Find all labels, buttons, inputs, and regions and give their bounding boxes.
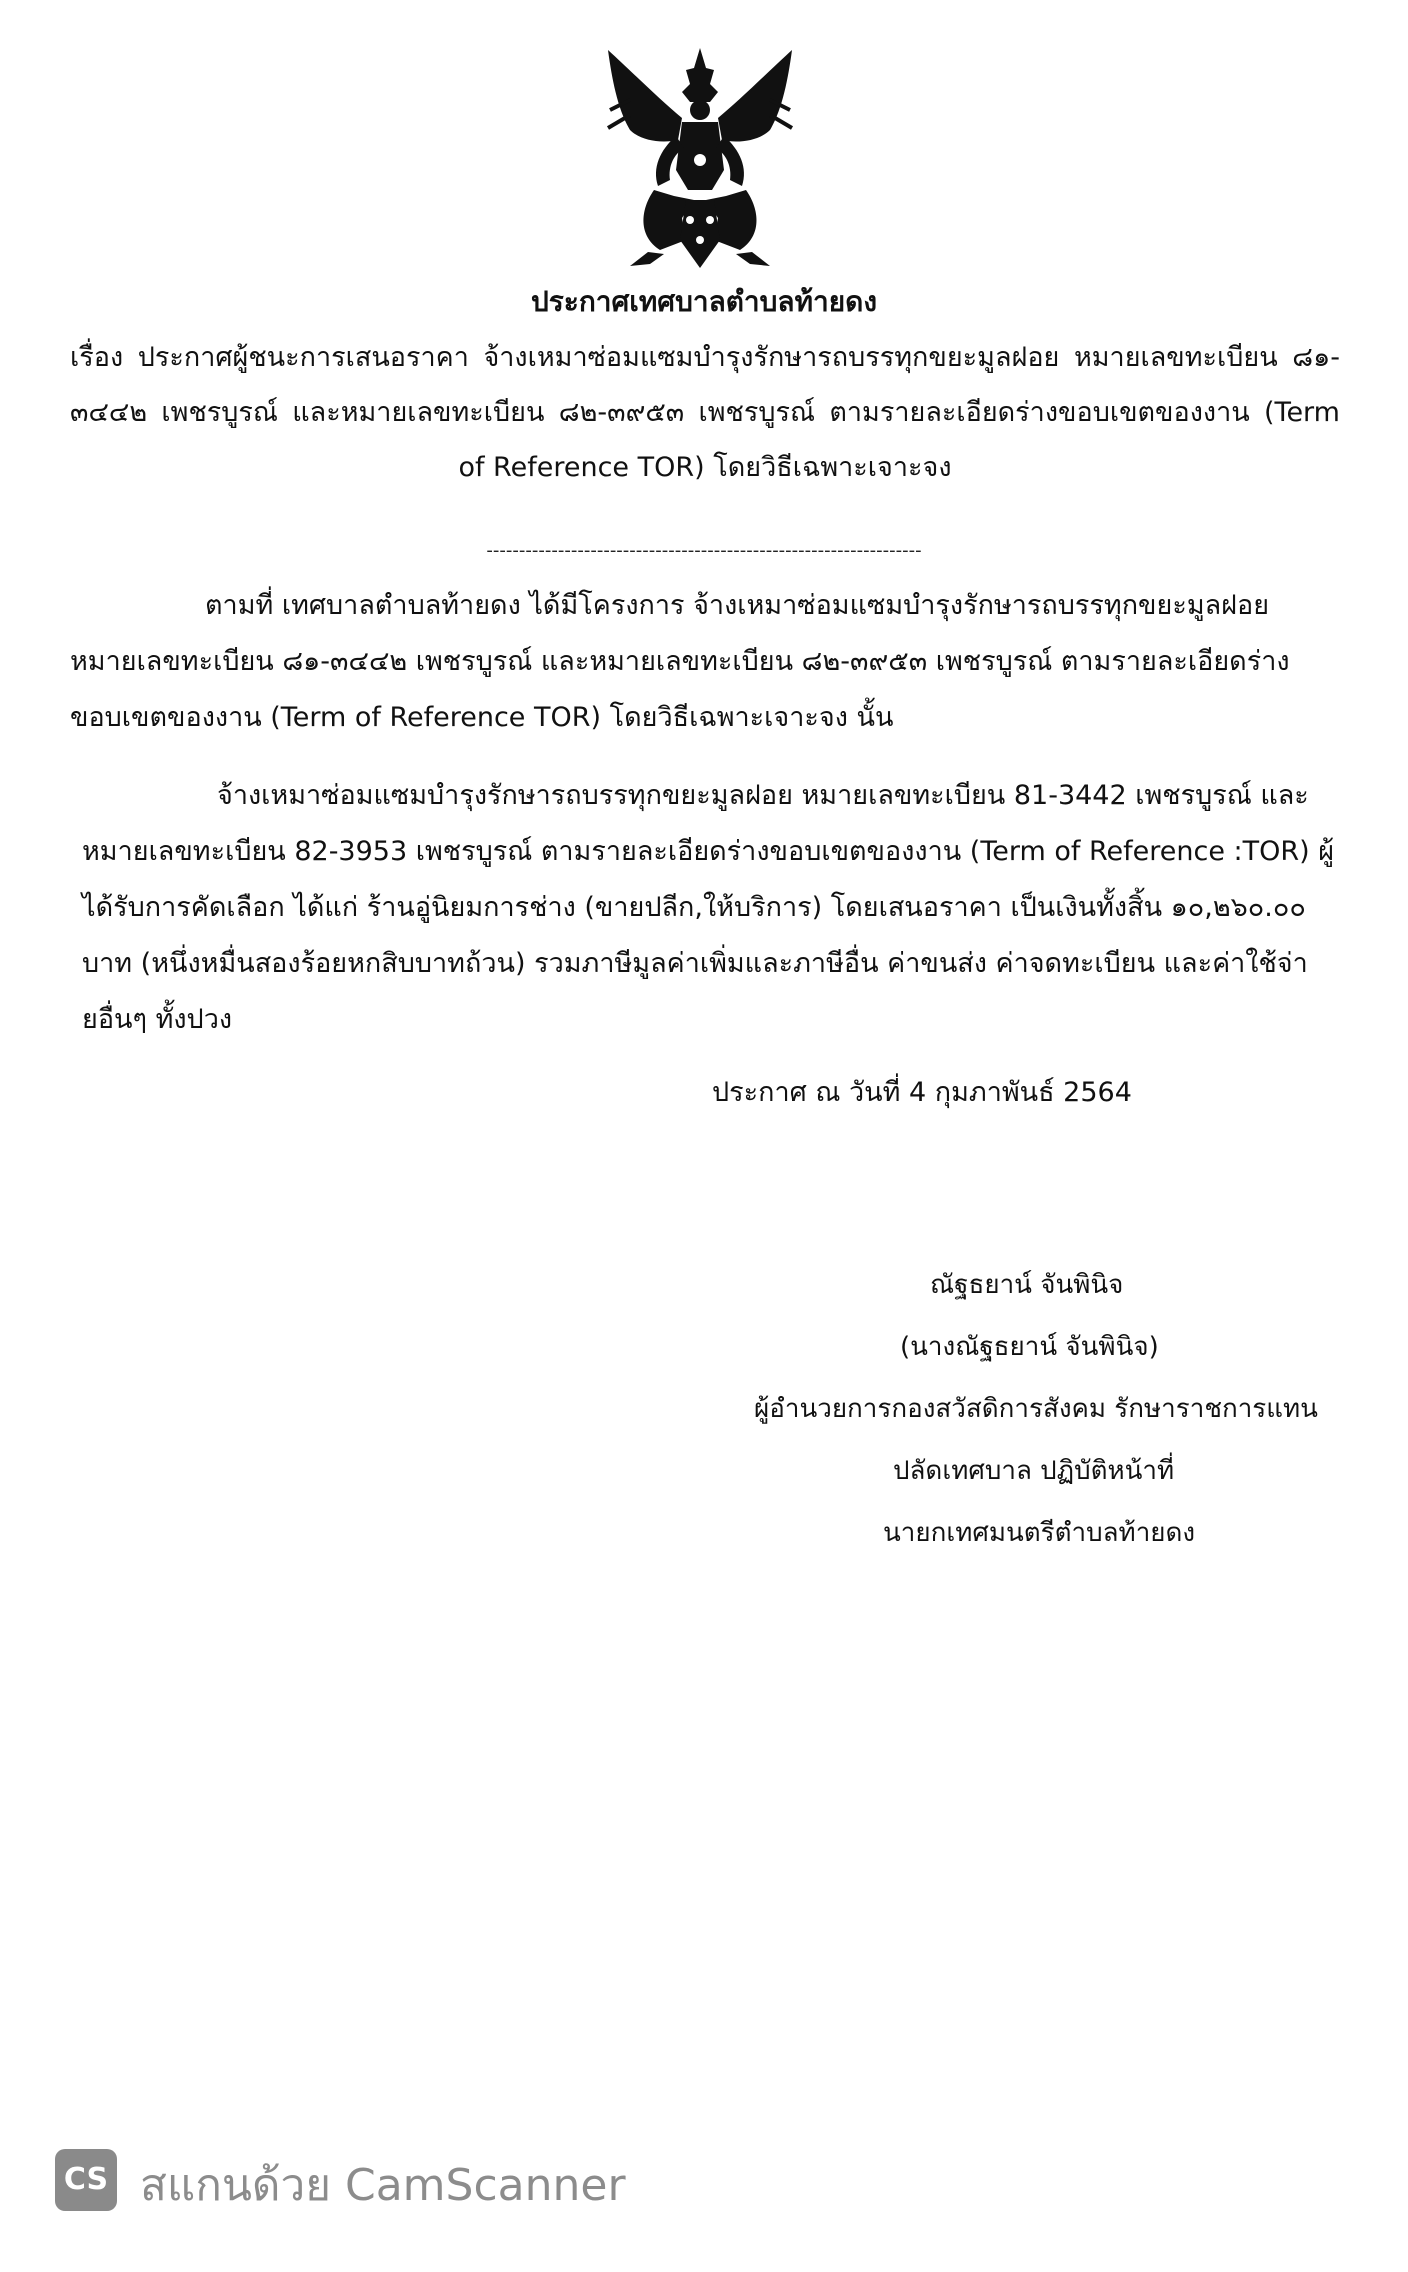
paragraph-1: ตามที่ เทศบาลตำบลท้ายดง ได้มีโครงการ จ้างเหมาซ่อมแซมบำรุงรักษารถบรรทุกขยะมูลฝอย หมายเลขทะเบียน ๘๑-๓๔๔๒ เพชรบูรณ์ และหมายเลขทะเบียน ๘๒-๓๙๕๓ เพชรบูรณ์ ตามรายละเอียดร่างขอบเขตของงาน (Term of Reference TOR) โดยวิธีเฉพาะเจาะจง นั้น (70, 590, 1290, 733)
signed-name: ณัฐธยาน์ จันพินิจ (930, 1270, 1124, 1300)
announcement-title: ประกาศเทศบาลตำบลท้ายดง (530, 285, 878, 318)
full-name: (นางณัฐธยาน์ จันพินิจ) (900, 1332, 1159, 1362)
position-line-3: นายกเทศมนตรีตำบลท้ายดง (883, 1518, 1196, 1548)
subject-block (70, 330, 1340, 495)
subject-line-2: ๓๔๔๒ เพชรบูรณ์ และหมายเลขทะเบียน ๘๒-๓๙๕๓ เพชรบูรณ์ ตามรายละเอียดร่างขอบเขตของงาน (Term (70, 397, 1340, 428)
camscanner-watermark: สแกนด้วย CamScanner (140, 2160, 626, 2211)
subject-line-3: of Reference TOR) โดยวิธีเฉพาะเจาะจง (458, 452, 952, 483)
position-line-2: ปลัดเทศบาล ปฏิบัติหน้าที่ (893, 1456, 1175, 1486)
position-line-1: ผู้อำนวยการกองสวัสดิการสังคม รักษาราชการแทน (754, 1394, 1318, 1424)
paragraph-2: จ้างเหมาซ่อมแซมบำรุงรักษารถบรรทุกขยะมูลฝอย หมายเลขทะเบียน 81-3442 เพชรบูรณ์ และหมายเลขทะเบียน 82-3953 เพชรบูรณ์ ตามรายละเอียดร่างขอบเขตของงาน (Term of Reference :TOR) ผู้ได้รับการคัดเลือก ได้แก่ ร้านอู่นิยมการช่าง (ขายปลีก,ให้บริการ) โดยเสนอราคา เป็นเงินทั้งสิ้น ๑๐,๒๖๐.๐๐ บาท (หนึ่งหมื่นสองร้อยหกสิบบาทถ้วน) รวมภาษีมูลค่าเพิ่มและภาษีอื่น ค่าขนส่ง ค่าจดทะเบียน และค่าใช้จ่ายอื่นๆ ทั้งปวง (82, 780, 1335, 1035)
subject-line-1: เรื่อง ประกาศผู้ชนะการเสนอราคา จ้างเหมาซ่อมแซมบำรุงรักษารถบรรทุกขยะมูลฝอย หมายเลขทะเบียน ๘๑- (70, 342, 1340, 373)
announcement-date: ประกาศ ณ วันที่ 4 กุมภาพันธ์ 2564 (712, 1077, 1132, 1108)
garuda-emblem-icon (590, 40, 810, 280)
camscanner-logo-icon: CS (55, 2149, 117, 2211)
divider-line: ------------------------------------------------------------------- (486, 540, 922, 561)
